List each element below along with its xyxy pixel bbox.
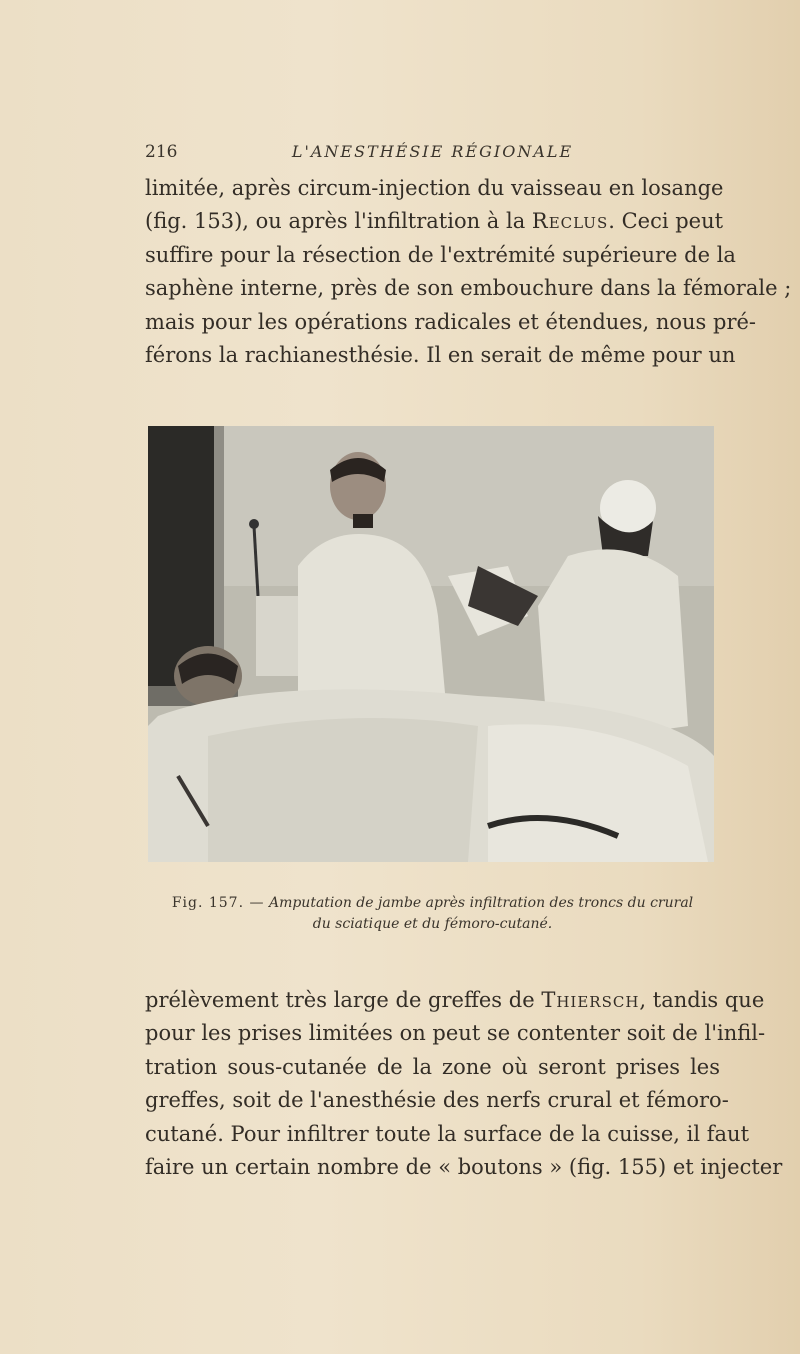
text-line: cutané. Pour infiltrer toute la surface de la cuisse, il faut xyxy=(145,1121,750,1146)
text-line: faire un certain nombre de « boutons » (fig. 155) et injecter xyxy=(145,1154,783,1179)
text-fragment: . Ceci peut xyxy=(608,209,724,234)
paragraph-top xyxy=(145,172,792,372)
text-line: pour les prises limitées on peut se contenter soit de l'infil- xyxy=(145,1021,766,1046)
caption-line-2: du sciatique et du fémoro-cutané. xyxy=(312,916,553,932)
text-line xyxy=(145,205,724,238)
text-line: saphène interne, près de son embouchure dans la fémorale ; xyxy=(145,276,792,301)
text-fragment: (fig. 153), ou après l'infiltration à la xyxy=(145,209,526,234)
text-line xyxy=(145,984,765,1017)
caption-label: Fig. 157. — xyxy=(171,895,265,911)
text-fragment: prélèvement très large de greffes de xyxy=(145,988,535,1012)
text-fragment: , tandis que xyxy=(639,988,765,1012)
figure-caption xyxy=(145,893,720,935)
text-line: greffes, soit de l'anesthésie des nerfs crural et fémoro- xyxy=(145,1088,729,1113)
page-header xyxy=(145,142,720,166)
author-name: Reclus xyxy=(531,209,609,234)
text-line: tration sous-cutanée de la zone où seront prises les xyxy=(145,1054,720,1079)
running-title: L'ANESTHÉSIE RÉGIONALE xyxy=(291,142,574,161)
text-line: férons la rachianesthésie. Il en serait de même pour un xyxy=(145,342,736,367)
text-line: mais pour les opérations radicales et étendues, nous pré- xyxy=(145,309,756,334)
text-line: suffire pour la résection de l'extrémité supérieure de la xyxy=(145,242,736,267)
surgery-photograph xyxy=(148,426,714,862)
paragraph-bottom xyxy=(145,984,783,1184)
caption-text: Amputation de jambe après infiltration des troncs du crural xyxy=(268,895,694,911)
author-name: Thiersch xyxy=(541,988,640,1012)
caption-line-1 xyxy=(145,893,720,914)
text-line: limitée, après circum-injection du vaisseau en losange xyxy=(145,176,724,200)
page-number: 216 xyxy=(145,142,178,162)
